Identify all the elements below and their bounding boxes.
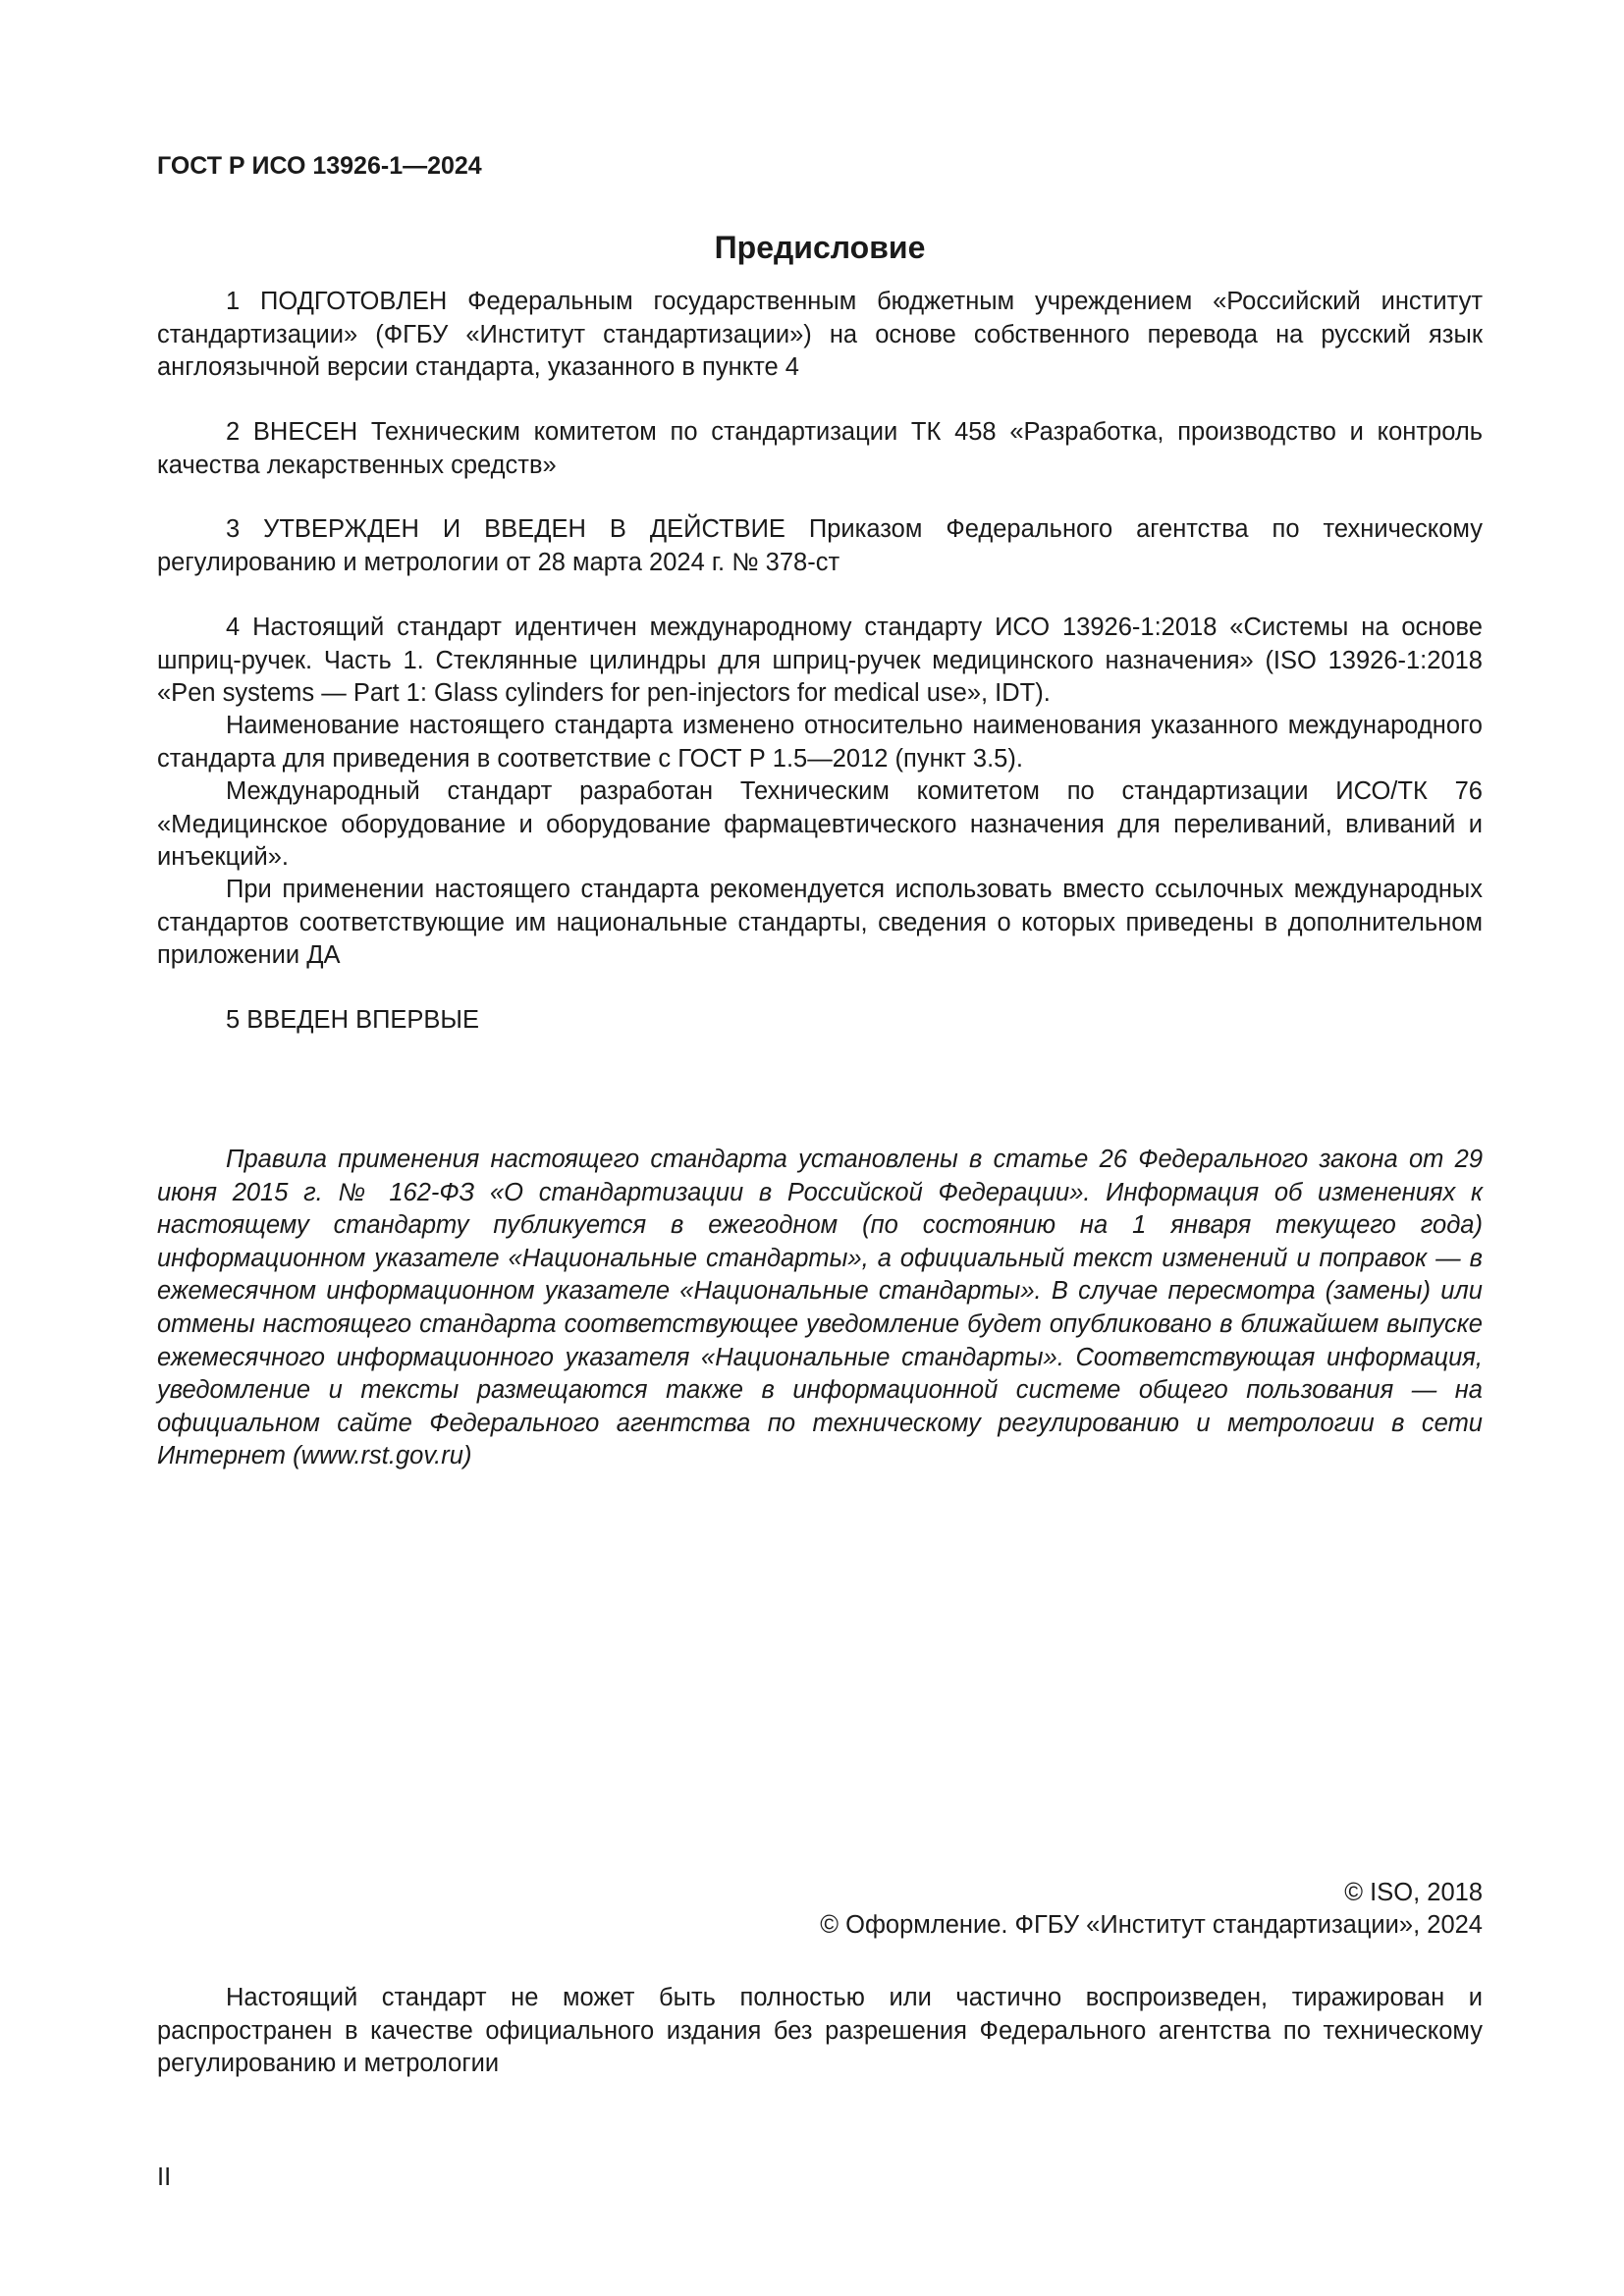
preface-item-4-developer: Международный стандарт разработан Техническим комитетом по стандартизации ИСО/ТК 76 «Медицинское оборудование и оборудование фармацевтического назначения для переливаний, вливаний и инъекций».: [157, 777, 1483, 871]
preface-title: Предисловие: [714, 230, 926, 265]
rules-note: Правила применения настоящего стандарта установлены в статье 26 Федерального закона от 29 июня 2015 г. № 162-ФЗ «О стандартизации в Российской Федерации». Информация об изменениях к настоящему стандарту публикуется в ежегодном (по состоянию на 1 января текущего года) информационном указателе «Национальные стандарты», а официальный текст изменений и поправок — в ежемесячном информационном указателе «Национальные стандарты». В случае пересмотра (замены) или отмены настоящего стандарта соответствующее уведомление будет опубликовано в ближайшем выпуске ежемесячного информационного указателя «Национальные стандарты». Соответствующая информация, уведомление и тексты размещаются также в информационной системе общего пользования — на официальном сайте Федерального агентства по техническому регулированию и метрологии в сети Интернет (www.rst.gov.ru): [157, 1146, 1483, 1470]
preface-item-3: 3 УТВЕРЖДЕН И ВВЕДЕН В ДЕЙСТВИЕ Приказом Федерального агентства по техническому регулированию и метрологии от 28 марта 2024 г. № 378-ст: [157, 515, 1483, 576]
reproduction-notice: Настоящий стандарт не может быть полностью или частично воспроизведен, тиражирован и распространен в качестве официального издания без разрешения Федерального агентства по техническому регулированию и метрологии: [157, 1984, 1483, 2077]
copyright-design: © Оформление. ФГБУ «Институт стандартизации», 2024: [820, 1911, 1483, 1939]
page-number: II: [157, 2163, 172, 2191]
preface-item-2: 2 ВНЕСЕН Техническим комитетом по стандартизации ТК 458 «Разработка, производство и контроль качества лекарственных средств»: [157, 418, 1483, 479]
preface-item-4-references: При применении настоящего стандарта рекомендуется использовать вместо ссылочных международных стандартов соответствующие им национальные стандарты, сведения о которых приведены в дополнительном приложении ДА: [157, 876, 1483, 969]
preface-item-4: 4 Настоящий стандарт идентичен международному стандарту ИСО 13926-1:2018 «Системы на основе шприц-ручек. Часть 1. Стеклянные цилиндры для шприц-ручек медицинского назначения» (ISO 13926-1:2018 «Pen systems — Part 1: Glass cylinders for pen-injectors for medical use», IDT).: [157, 614, 1483, 707]
copyright-iso: © ISO, 2018: [1344, 1879, 1483, 1906]
preface-item-5: 5 ВВЕДЕН ВПЕРВЫЕ: [226, 1006, 480, 1034]
preface-item-1: 1 ПОДГОТОВЛЕН Федеральным государственным бюджетным учреждением «Российский институт стандартизации» (ФГБУ «Институт стандартизации») на основе собственного перевода на русский язык англоязычной версии стандарта, указанного в пункте 4: [157, 288, 1483, 381]
preface-item-4-name-change: Наименование настоящего стандарта изменено относительно наименования указанного международного стандарта для приведения в соответствие с ГОСТ Р 1.5—2012 (пункт 3.5).: [157, 712, 1483, 773]
document-code: ГОСТ Р ИСО 13926-1—2024: [157, 152, 482, 180]
